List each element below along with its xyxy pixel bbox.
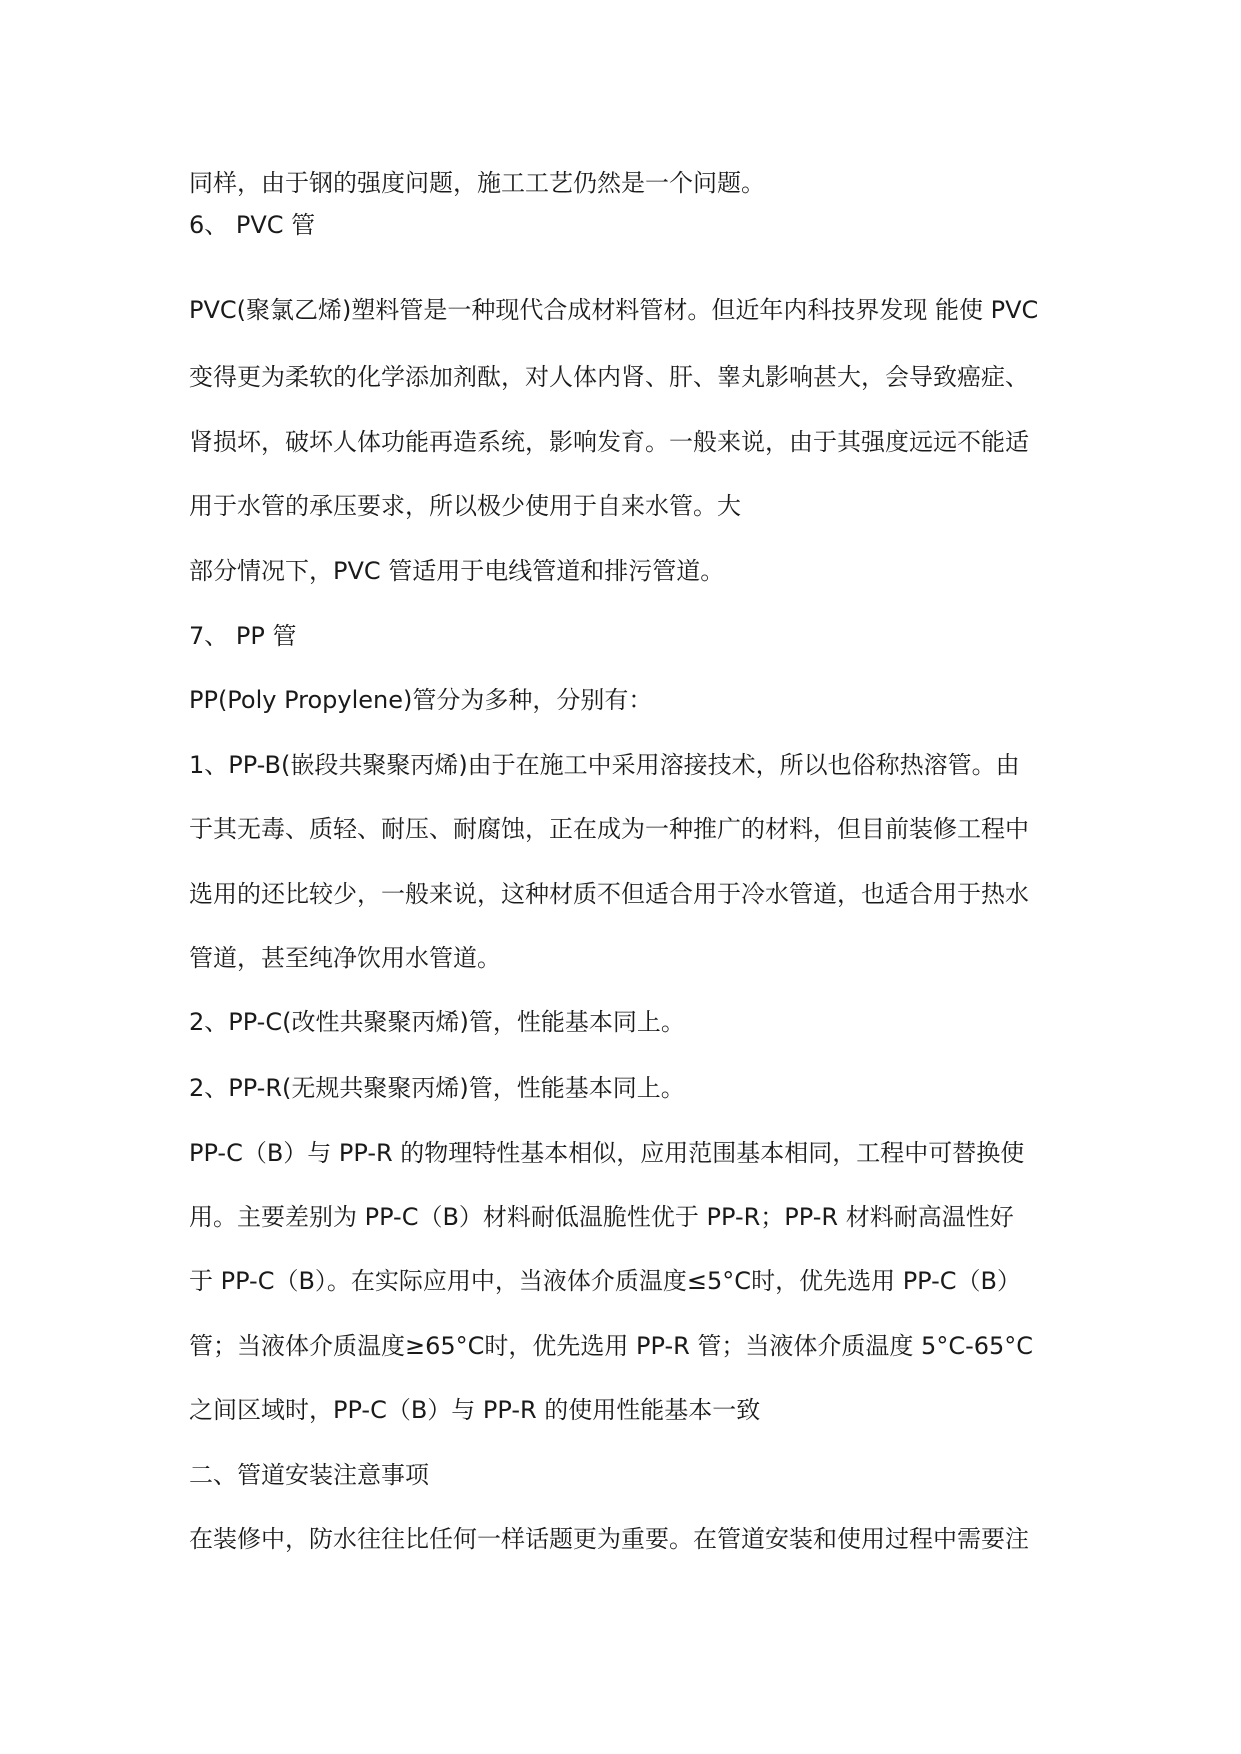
paragraph-line: PP(Poly Propylene)管分为多种，分别有： bbox=[189, 686, 653, 714]
paragraph-line: 变得更为柔软的化学添加剂酞，对人体内肾、肝、睾丸影响甚大，会导致癌症、 bbox=[189, 363, 1029, 391]
paragraph-line: 2、PP-C(改性共聚聚丙烯)管，性能基本同上。 bbox=[189, 1008, 685, 1036]
paragraph-line: 在装修中，防水往往比任何一样话题更为重要。在管道安装和使用过程中需要注 bbox=[189, 1525, 1029, 1553]
paragraph-line: 1、PP-B(嵌段共聚聚丙烯)由于在施工中采用溶接技术，所以也俗称热溶管。由 bbox=[189, 751, 1020, 779]
paragraph-line: 于 PP-C（B）。在实际应用中，当液体介质温度≤5°C时，优先选用 PP-C（B） bbox=[189, 1267, 1021, 1295]
paragraph-line: 管；当液体介质温度≥65°C时，优先选用 PP-R 管；当液体介质温度 5°C-65°C bbox=[189, 1332, 1034, 1360]
paragraph-line: PVC(聚氯乙烯)塑料管是一种现代合成材料管材。但近年内科技界发现 能使 PVC bbox=[189, 296, 1039, 324]
paragraph-line: 管道，甚至纯净饮用水管道。 bbox=[189, 944, 501, 972]
section-heading-pp: 7、 PP 管 bbox=[189, 622, 297, 650]
paragraph-line: 肾损坏，破坏人体功能再造系统，影响发育。一般来说，由于其强度远远不能适 bbox=[189, 428, 1029, 456]
paragraph-line: 同样，由于钢的强度问题，施工工艺仍然是一个问题。 bbox=[189, 169, 765, 197]
section-heading-pvc: 6、 PVC 管 bbox=[189, 211, 316, 239]
paragraph-line: 2、PP-R(无规共聚聚丙烯)管，性能基本同上。 bbox=[189, 1074, 685, 1102]
paragraph-line: 用于水管的承压要求，所以极少使用于自来水管。大 bbox=[189, 492, 741, 520]
paragraph-line: 之间区域时，PP-C（B）与 PP-R 的使用性能基本一致 bbox=[189, 1396, 761, 1424]
paragraph-line: 部分情况下，PVC 管适用于电线管道和排污管道。 bbox=[189, 557, 725, 585]
paragraph-line: 用。主要差别为 PP-C（B）材料耐低温脆性优于 PP-R；PP-R 材料耐高温性好 bbox=[189, 1203, 1014, 1231]
paragraph-line: PP-C（B）与 PP-R 的物理特性基本相似，应用范围基本相同，工程中可替换使 bbox=[189, 1139, 1025, 1167]
section-heading-pipe-installation: 二、管道安装注意事项 bbox=[189, 1461, 429, 1489]
paragraph-line: 于其无毒、质轻、耐压、耐腐蚀，正在成为一种推广的材料，但目前装修工程中 bbox=[189, 815, 1029, 843]
paragraph-line: 选用的还比较少，一般来说，这种材质不但适合用于冷水管道，也适合用于热水 bbox=[189, 880, 1029, 908]
